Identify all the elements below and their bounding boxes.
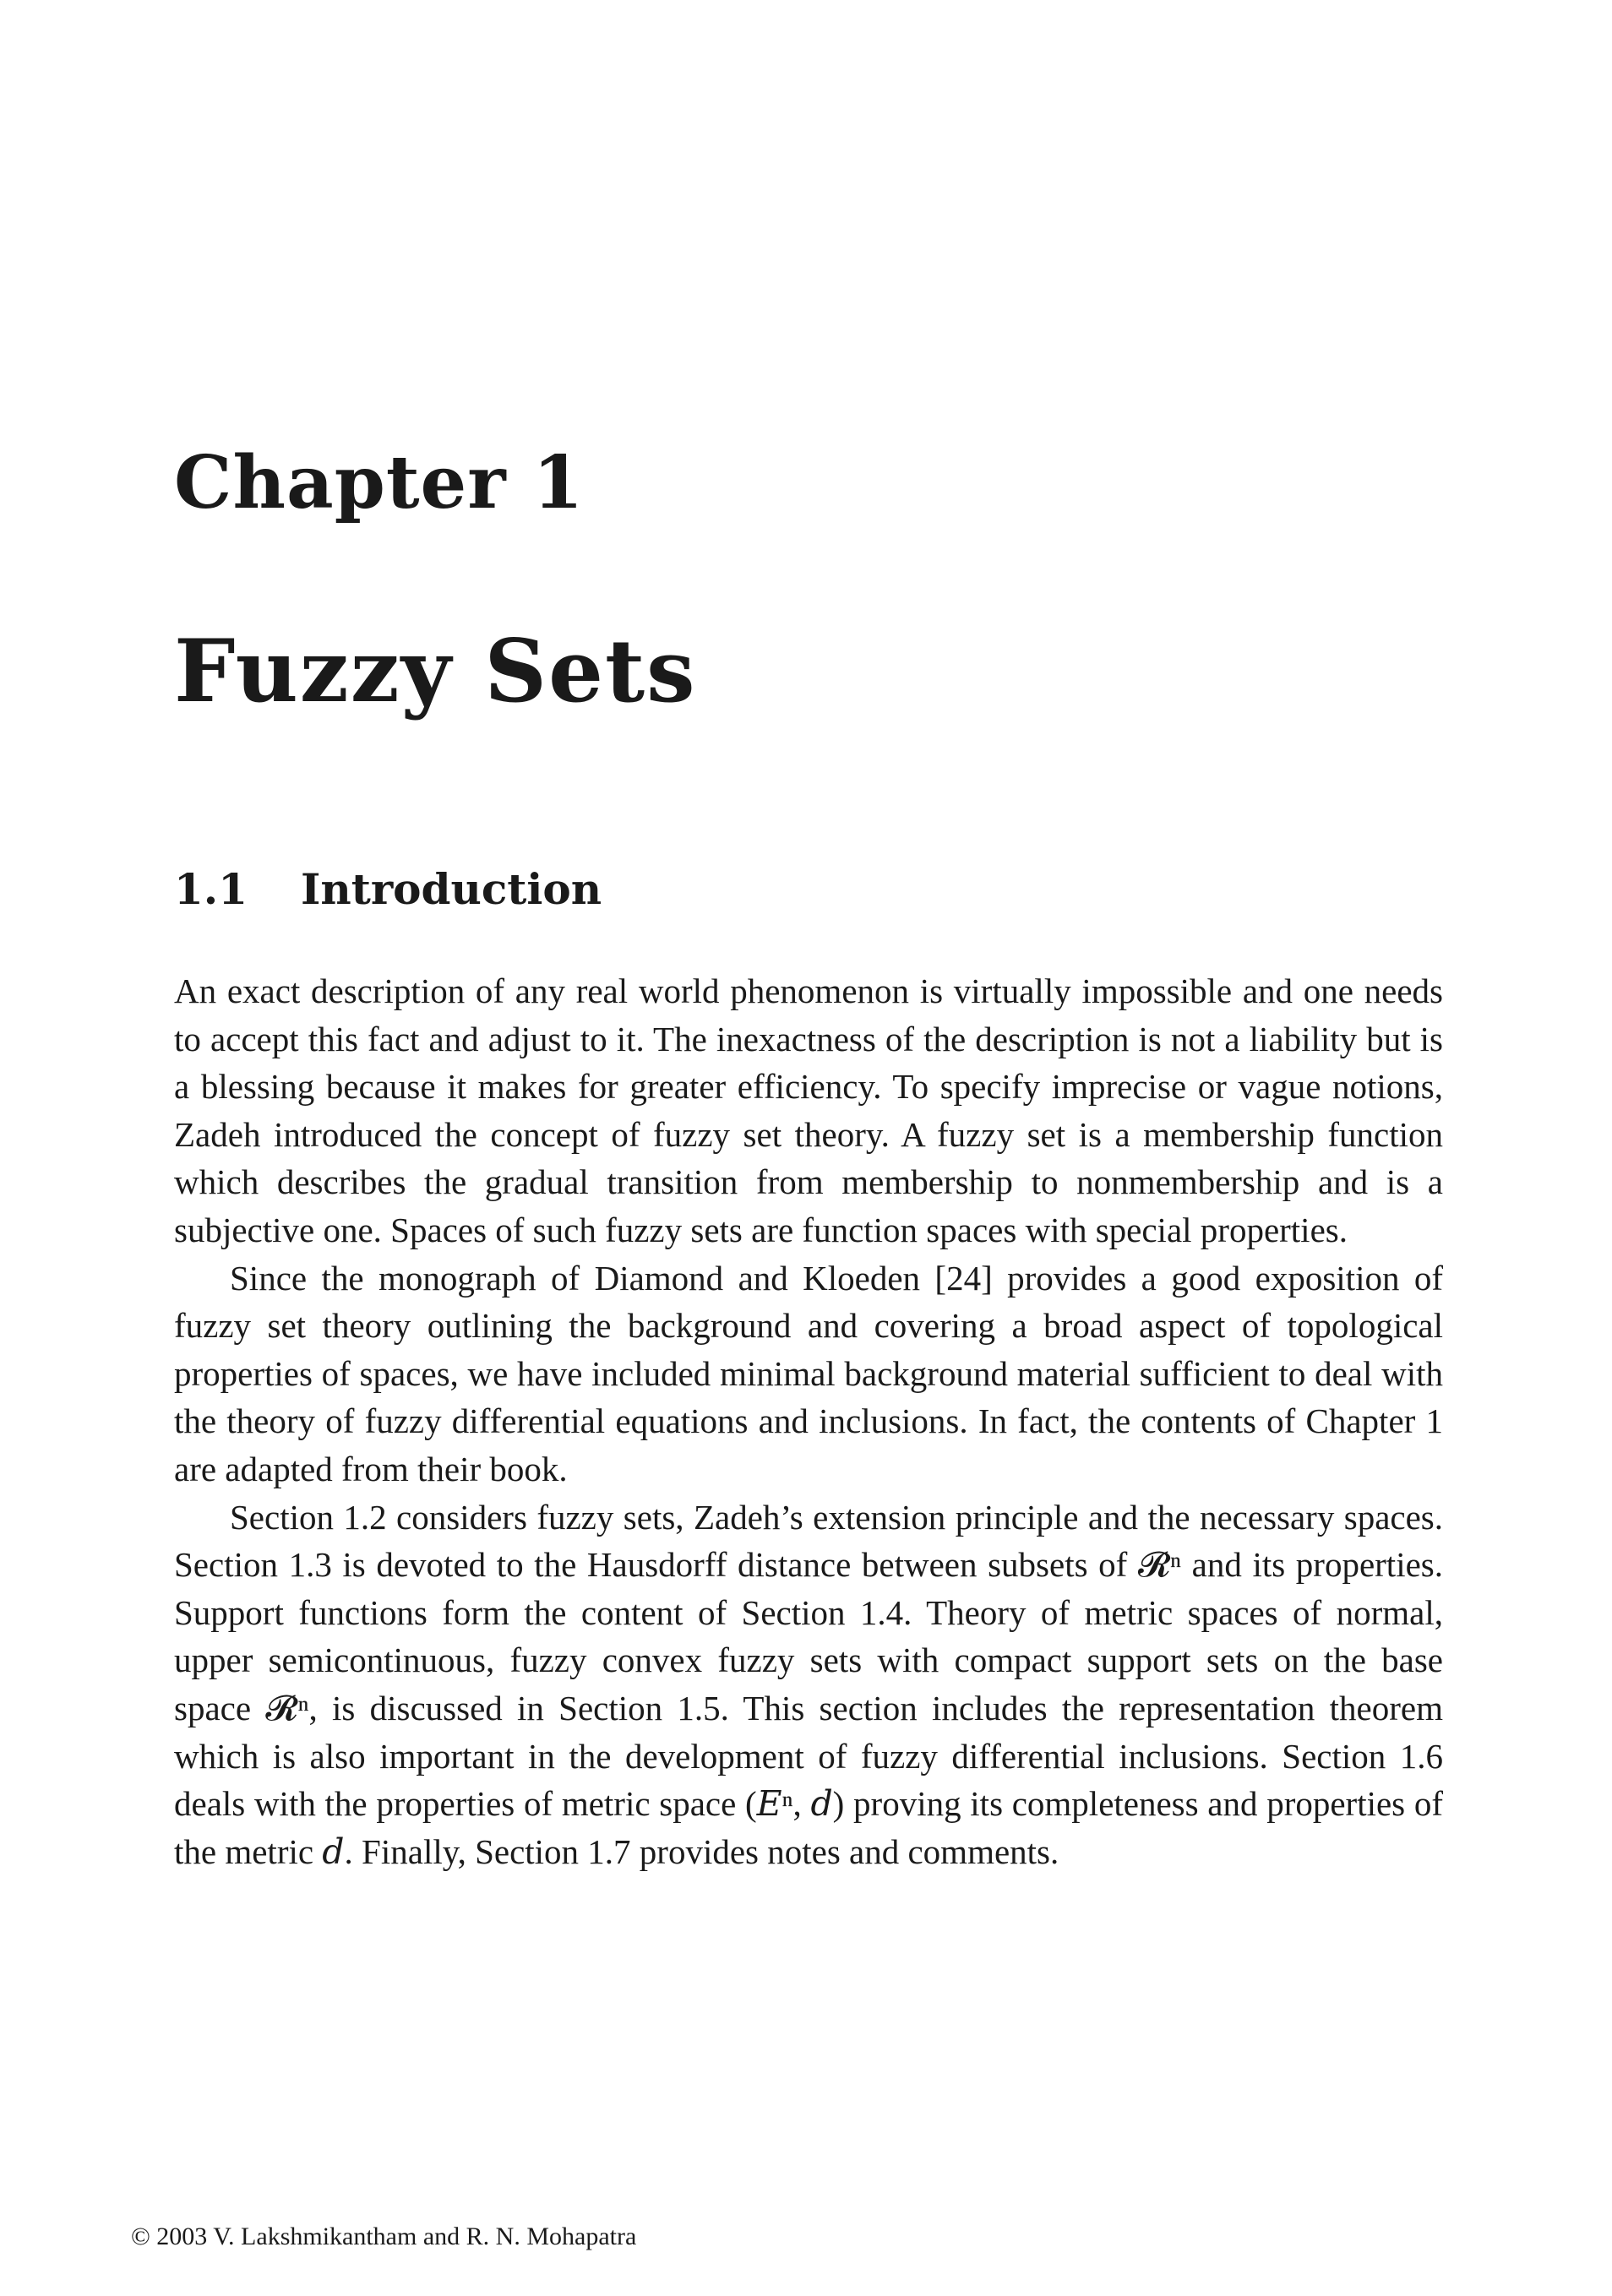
body-text bbox=[174, 967, 1443, 1875]
section-heading bbox=[174, 860, 602, 919]
chapter-label: Chapter 1 bbox=[174, 440, 585, 525]
copyright-footer: © 2003 V. Lakshmikantham and R. N. Mohapatra bbox=[131, 2223, 637, 2250]
paragraph-3: Section 1.2 considers fuzzy sets, Zadeh’s extension principle and the necessary spaces. Section 1.3 is devoted to the Hausdorff distance between subsets of 𝓡ⁿ and its properties. Support functions form the content of Section 1.4. Theory of metric spaces of normal, upper semicontinuous, fuzzy convex fuzzy sets with compact support sets on the base space 𝓡ⁿ, is discussed in Section 1.5. This section includes the representation theorem which is also important in the development of fuzzy differential inclusions. Section 1.6 deals with the properties of metric space (𝐸ⁿ, 𝑑) proving its completeness and properties of the metric 𝑑. Finally, Section 1.7 provides notes and comments. bbox=[174, 1497, 1443, 1871]
section-title: Introduction bbox=[301, 864, 602, 914]
paragraph-2: Since the monograph of Diamond and Kloeden [24] provides a good exposition of fuzzy set theory outlining the background and covering a broad aspect of topological properties of spaces, we have included minimal background material sufficient to deal with the theory of fuzzy differential equations and inclusions. In fact, the contents of Chapter 1 are adapted from their book. bbox=[174, 1258, 1443, 1488]
chapter-title: Fuzzy Sets bbox=[174, 621, 697, 722]
section-number: 1.1 bbox=[174, 864, 248, 914]
paragraph-1: An exact description of any real world phenomenon is virtually impossible and one needs to accept this fact and adjust to it. The inexactness of the description is not a liability but is a blessing because it makes for greater efficiency. To specify imprecise or vague notions, Zadeh introduced the concept of fuzzy set theory. A fuzzy set is a membership function which describes the gradual transition from membership to nonmembership and is a subjective one. Spaces of such fuzzy sets are function spaces with special properties. bbox=[174, 971, 1443, 1249]
